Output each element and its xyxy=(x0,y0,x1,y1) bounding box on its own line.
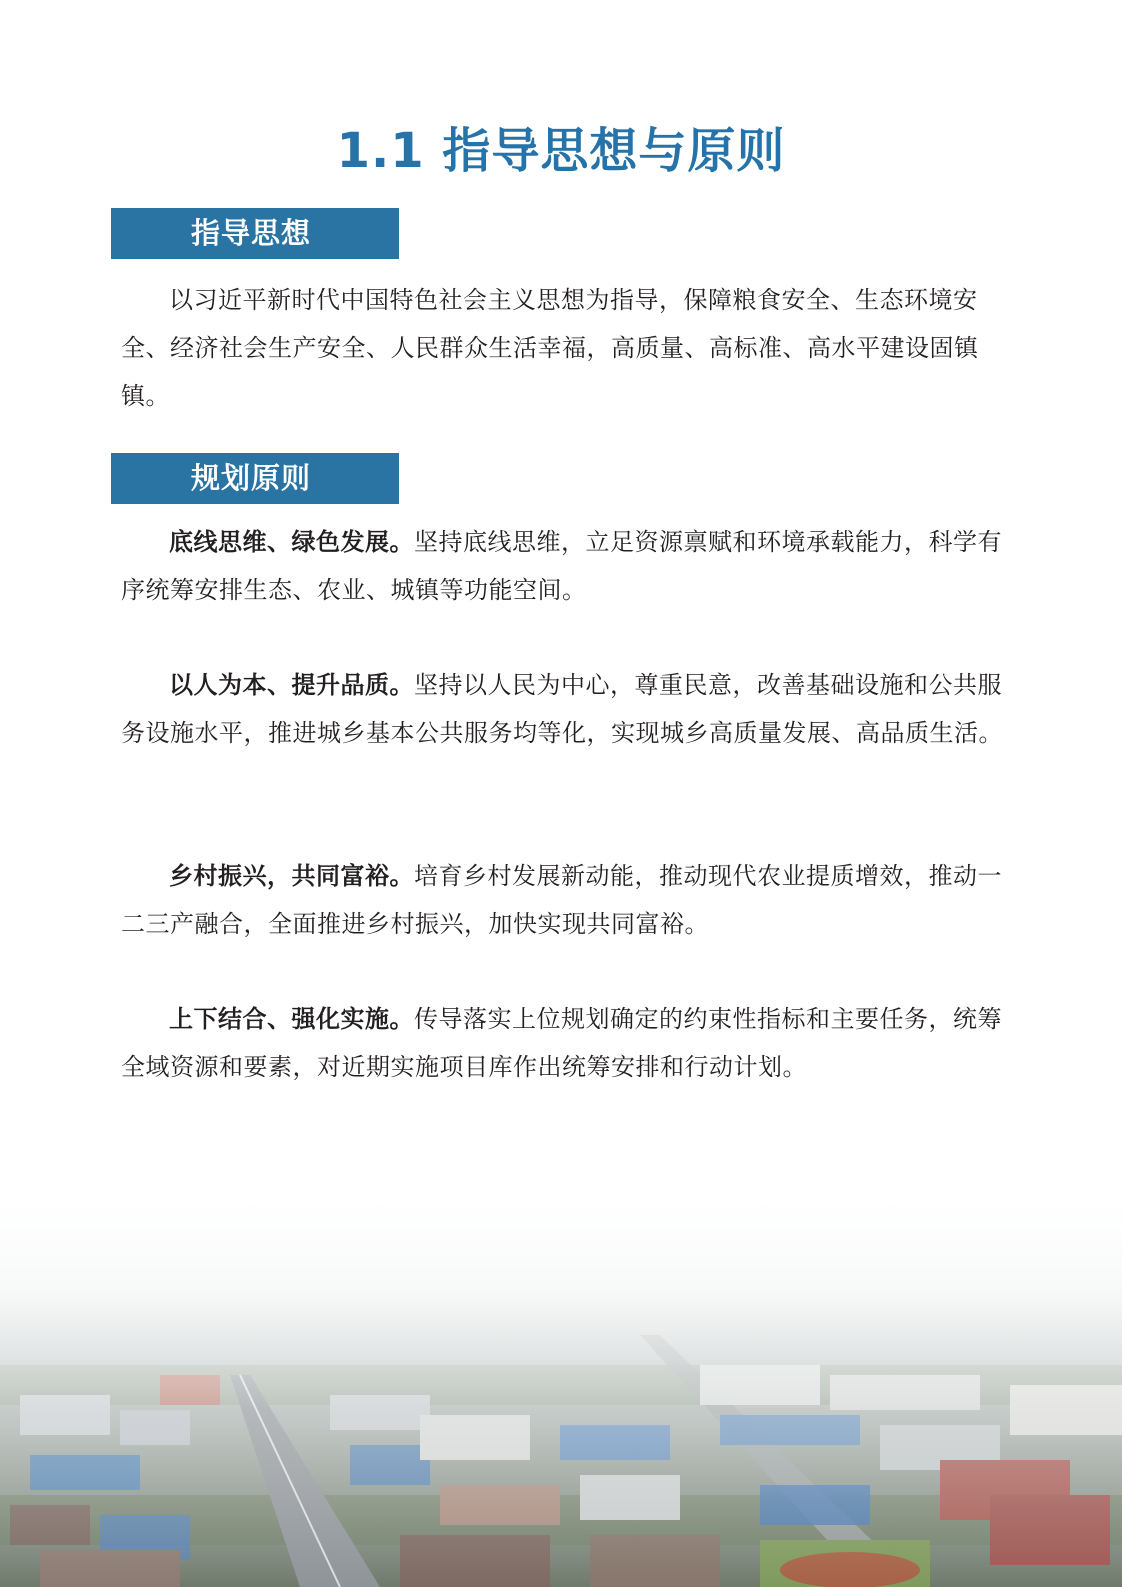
principle-paragraph xyxy=(121,518,1021,614)
section-heading-guiding: 指导思想 xyxy=(111,208,399,259)
principle-text: 传导落实上位规划确定的约束性指标和主要任务，统筹全域资源和要素，对近期实施项目库作出统筹安排和行动计划。 xyxy=(121,1005,1002,1081)
principle-title: 底线思维、绿色发展。 xyxy=(169,528,414,556)
page-title: 1.1 指导思想与原则 xyxy=(336,123,786,179)
principle-text: 坚持底线思维，立足资源禀赋和环境承载能力，科学有序统筹安排生态、农业、城镇等功能空间。 xyxy=(121,528,1002,604)
principle-title: 以人为本、提升品质。 xyxy=(169,671,414,699)
principle-paragraph xyxy=(121,852,1021,948)
guiding-paragraph: 以习近平新时代中国特色社会主义思想为指导，保障粮食安全、生态环境安全、经济社会生产安全、人民群众生活幸福，高质量、高标准、高水平建设固镇镇。 xyxy=(121,286,979,410)
section-heading-principles: 规划原则 xyxy=(111,453,399,504)
principle-paragraph xyxy=(121,995,1021,1091)
principle-title: 上下结合、强化实施。 xyxy=(169,1005,414,1033)
principle-text: 培育乡村发展新动能，推动现代农业提质增效，推动一二三产融合，全面推进乡村振兴，加快实现共同富裕。 xyxy=(121,862,1002,938)
aerial-town-photo xyxy=(0,1195,1122,1587)
principle-title: 乡村振兴，共同富裕。 xyxy=(169,862,414,890)
principle-text: 坚持以人民为中心，尊重民意，改善基础设施和公共服务设施水平，推进城乡基本公共服务均等化，实现城乡高质量发展、高品质生活。 xyxy=(121,671,1003,747)
principle-paragraph xyxy=(121,661,1021,757)
